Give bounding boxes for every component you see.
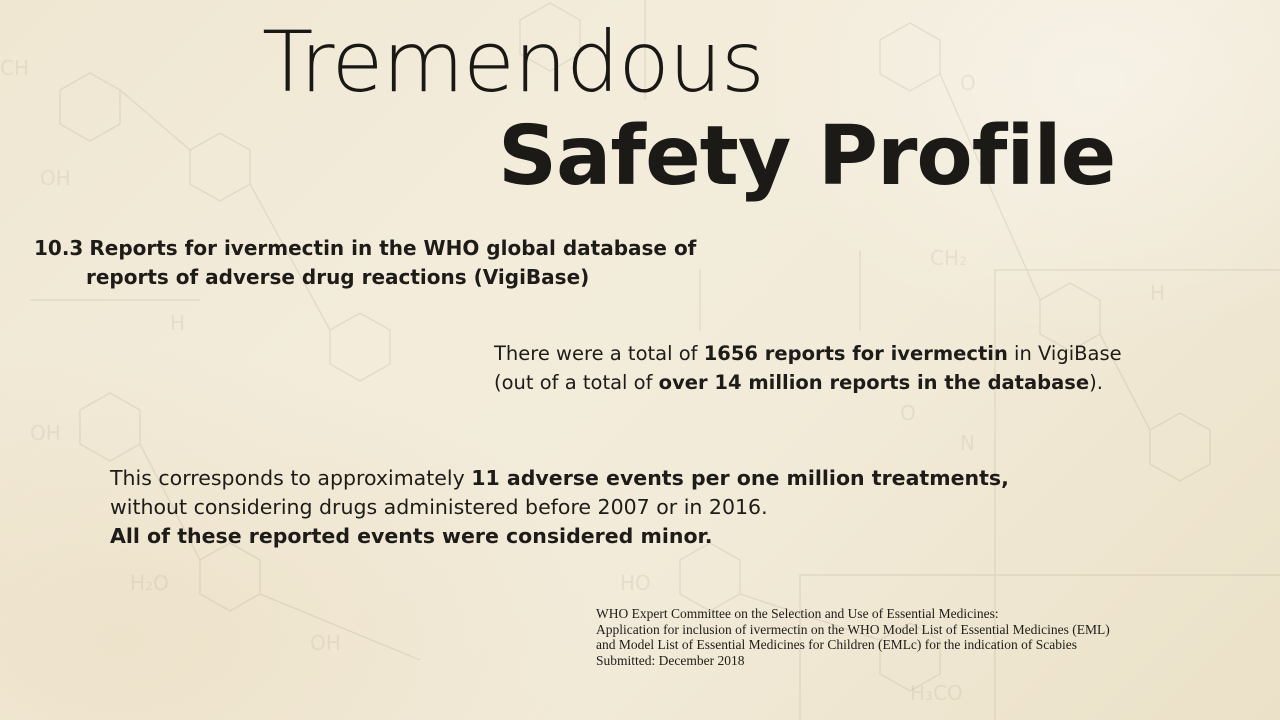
- svg-text:OH: OH: [30, 421, 61, 445]
- text-fragment: There were a total of: [494, 342, 704, 365]
- paragraph2-line2: without considering drugs administered before 2007 or in 2016.: [110, 495, 768, 519]
- svg-text:H₂O: H₂O: [130, 571, 169, 595]
- citation-line4: Submitted: December 2018: [596, 652, 745, 668]
- section-number: 10.3: [34, 236, 84, 260]
- citation-line2: Application for inclusion of ivermectin on the WHO Model List of Essential Medicines (EML): [596, 621, 1110, 637]
- section-heading-line1: Reports for ivermectin in the WHO global database of: [89, 236, 697, 260]
- paragraph2-line1: [110, 464, 1009, 493]
- svg-text:H: H: [170, 311, 186, 335]
- svg-text:H₃CO: H₃CO: [910, 681, 963, 705]
- svg-text:CH: CH: [0, 56, 30, 80]
- emphasis-report-count: 1656 reports for ivermectin: [703, 342, 1008, 365]
- title-safety-profile: Safety Profile: [498, 109, 1116, 204]
- source-citation: [596, 606, 1110, 668]
- citation-line3: and Model List of Essential Medicines for Children (EMLc) for the indication of Scabies: [596, 637, 1078, 652]
- paragraph2-line3-minor-events: All of these reported events were considered minor.: [110, 524, 713, 548]
- svg-text:OH: OH: [40, 166, 71, 190]
- emphasis-database-total: over 14 million reports in the database: [658, 371, 1090, 394]
- citation-line1: WHO Expert Committee on the Selection and Use of Essential Medicines:: [596, 606, 999, 621]
- paragraph1-line2: [494, 368, 1122, 397]
- vigibase-totals-paragraph: [494, 339, 1122, 397]
- svg-text:N: N: [960, 431, 975, 455]
- text-fragment: This corresponds to approximately: [110, 466, 472, 490]
- text-fragment: ).: [1089, 371, 1103, 394]
- svg-text:O: O: [900, 401, 916, 425]
- adverse-events-paragraph: [110, 464, 1009, 551]
- paragraph1-line1: [494, 339, 1122, 368]
- text-fragment: in VigiBase: [1007, 342, 1122, 365]
- title-tremendous: Tremendous: [262, 13, 764, 111]
- section-heading-line2: reports of adverse drug reactions (VigiBase): [86, 265, 590, 289]
- emphasis-adverse-rate: 11 adverse events per one million treatments,: [471, 466, 1009, 490]
- svg-text:H: H: [1150, 281, 1166, 305]
- svg-text:OH: OH: [310, 631, 341, 655]
- svg-text:HO: HO: [620, 571, 651, 595]
- section-heading: [34, 234, 696, 292]
- svg-text:O: O: [960, 71, 976, 95]
- text-fragment: (out of a total of: [494, 371, 659, 394]
- svg-text:CH₂: CH₂: [930, 246, 968, 270]
